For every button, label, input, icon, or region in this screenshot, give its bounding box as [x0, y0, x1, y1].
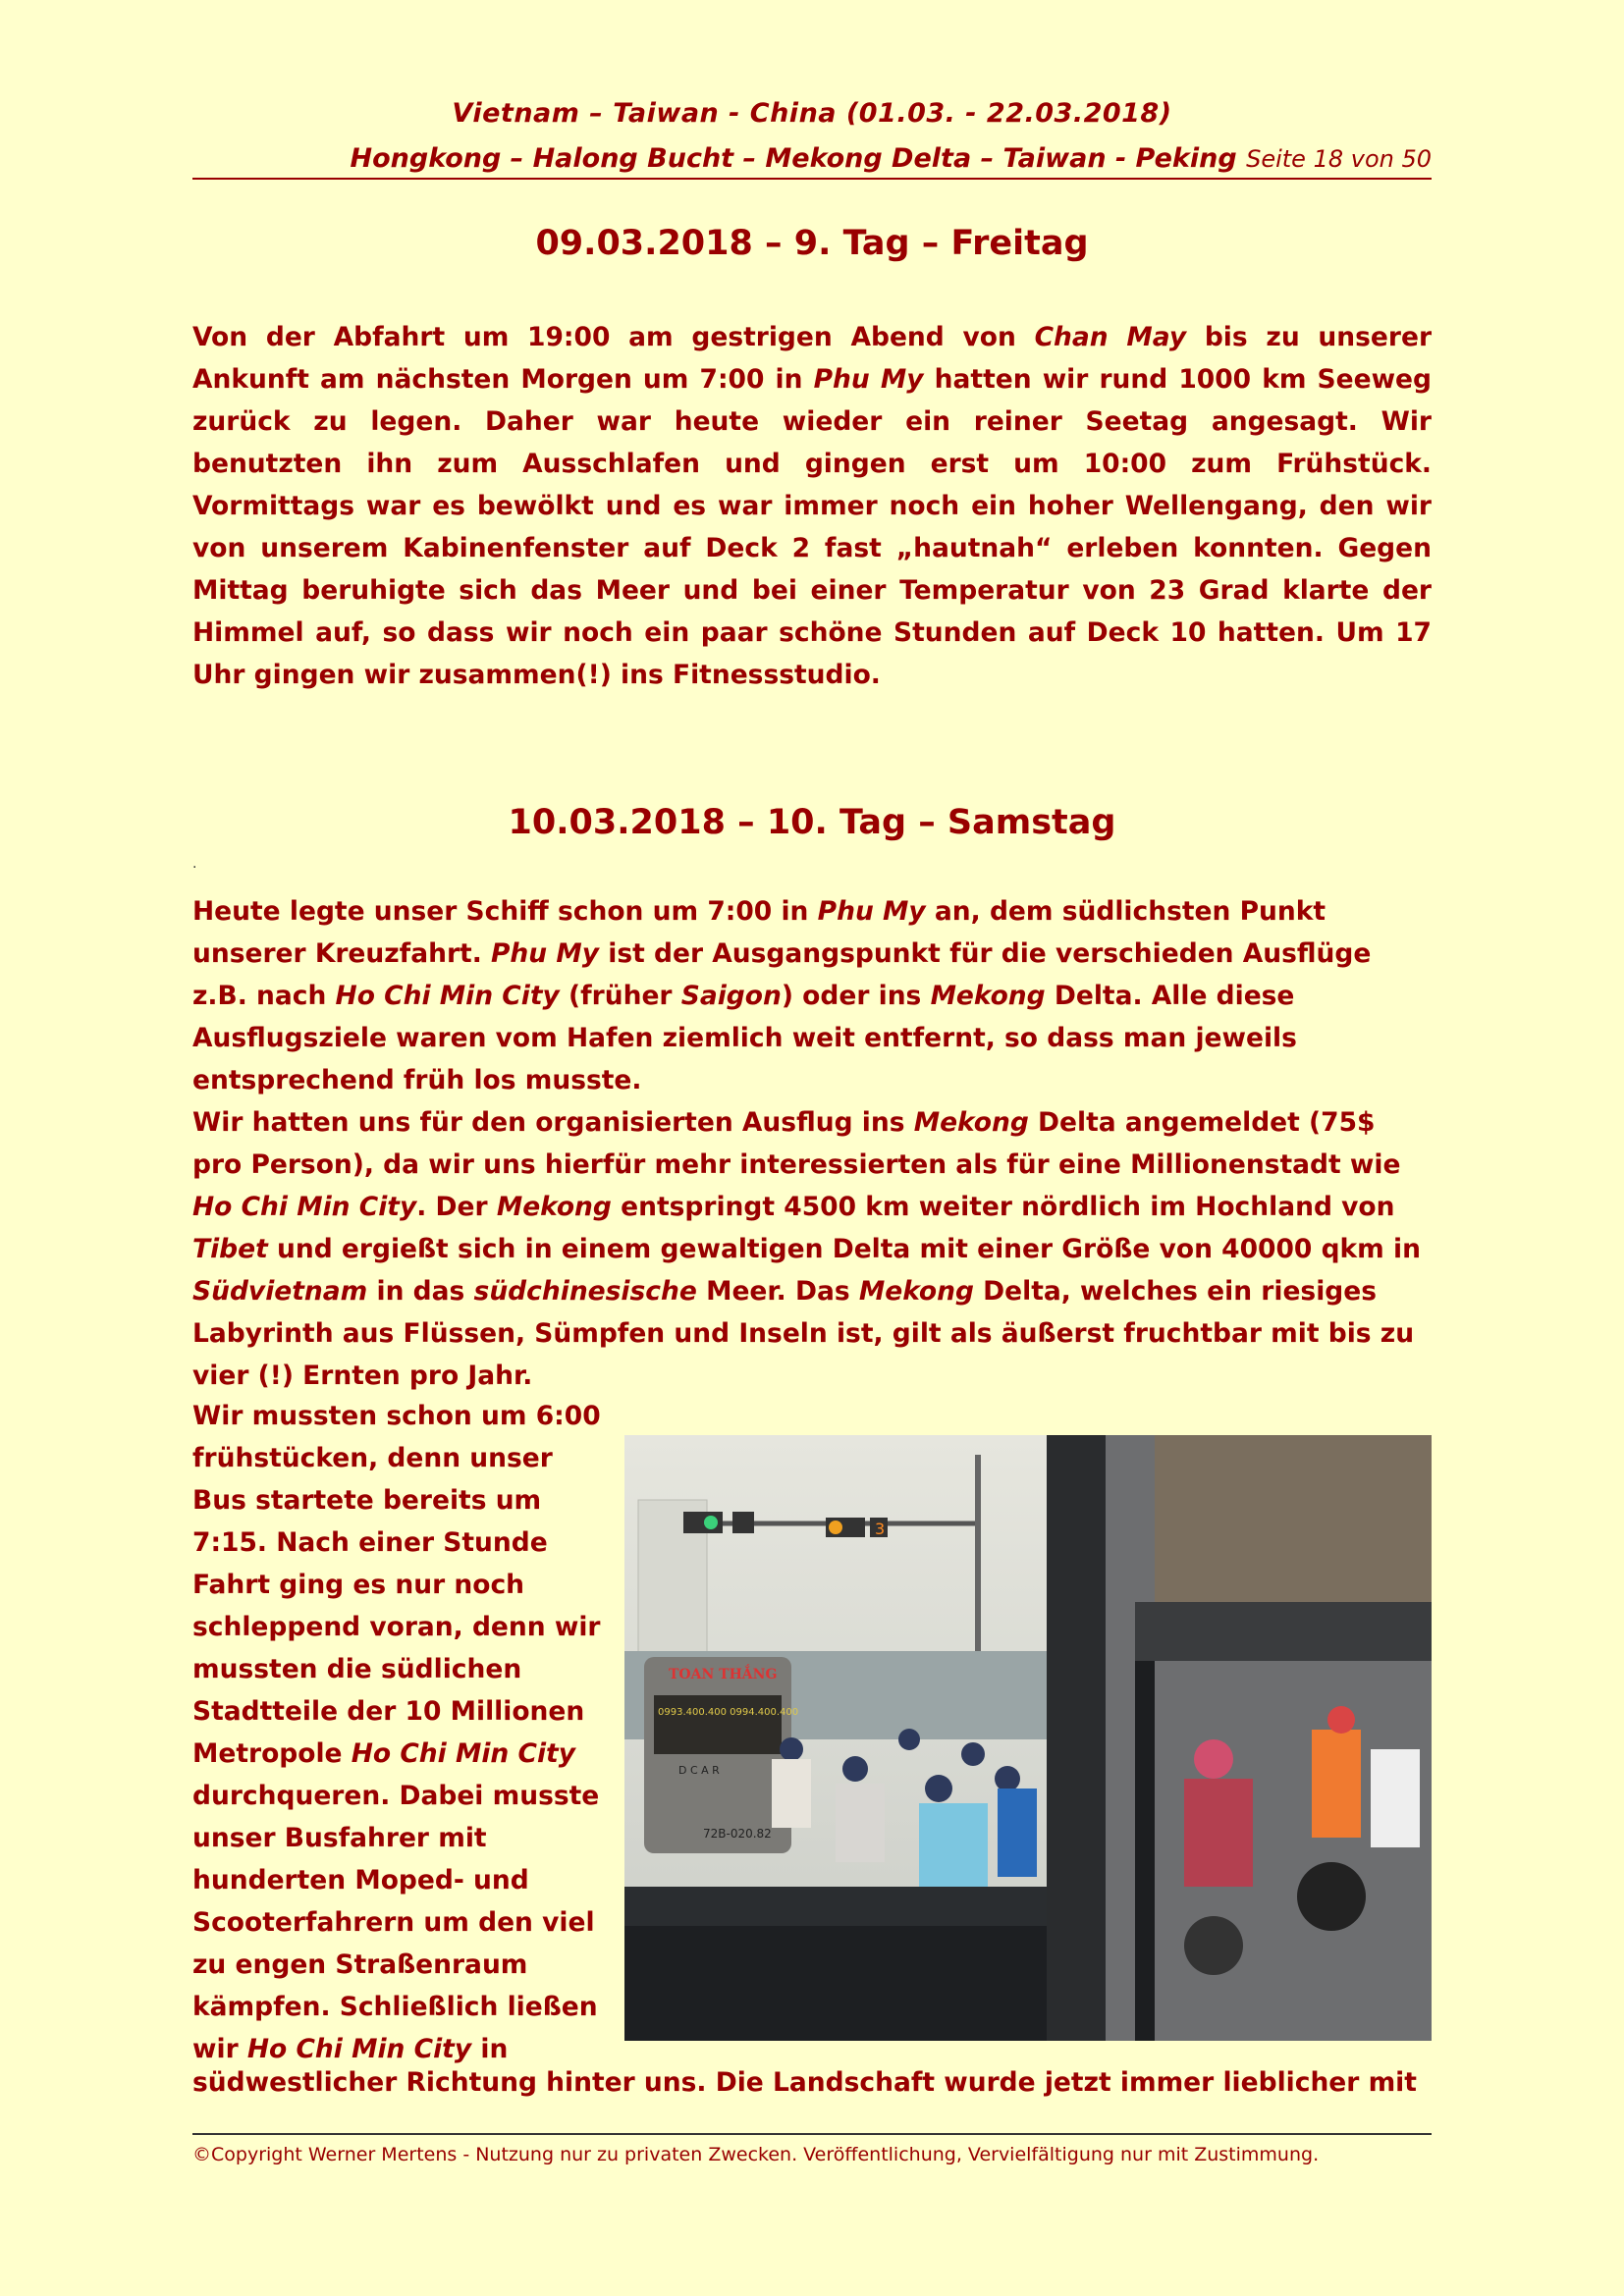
text-run: mussten die südlichen	[192, 1654, 522, 1684]
text-run: unserer Kreuzfahrt.	[192, 938, 491, 969]
text-run: . Der	[416, 1192, 497, 1222]
text-run: und ergießt sich in einem gewaltigen Delta mit einer Größe von 40000 qkm in	[267, 1234, 1421, 1264]
place-name: Mekong	[913, 1107, 1029, 1138]
traffic-photo	[624, 1435, 1432, 2041]
text-run: schleppend voran, denn wir	[192, 1612, 601, 1642]
text-run: ist der Ausgangspunkt für die verschieden Ausflüge	[599, 938, 1372, 969]
header-title: Vietnam – Taiwan - China (01.03. - 22.03.2018)	[452, 98, 1172, 129]
day10-heading: 10.03.2018 – 10. Tag – Samstag	[508, 803, 1116, 842]
text-run: zu engen Straßenraum	[192, 1949, 528, 1980]
svg-text:TOAN THẮNG: TOAN THẮNG	[669, 1667, 778, 1682]
text-run: hunderten Moped- und	[192, 1865, 529, 1896]
text-run: in das	[367, 1276, 474, 1307]
text-run: Meer. Das	[696, 1276, 859, 1307]
place-name: Südvietnam	[192, 1276, 368, 1307]
place-name: Ho Chi Min City	[351, 1738, 576, 1769]
text-run: Bus startete bereits um	[192, 1485, 542, 1516]
place-name: Phu My	[491, 938, 600, 969]
header-route-line	[192, 143, 1432, 174]
text-run: kämpfen. Schließlich ließen	[192, 1992, 598, 2022]
traffic-photo-illustration	[624, 1435, 1432, 2041]
day10-continuation-line: südwestlicher Richtung hinter uns. Die Landschaft wurde jetzt immer lieblicher mit	[192, 2067, 1417, 2098]
text-run: entsprechend früh los musste.	[192, 1065, 642, 1095]
place-name: Ho Chi Min City	[192, 1192, 417, 1222]
text-run: Scooterfahrern um den viel	[192, 1907, 595, 1938]
place-phu-my: Phu My	[813, 364, 924, 395]
text-run: Fahrt ging es nur noch	[192, 1570, 525, 1600]
svg-text:D C A R: D C A R	[678, 1764, 720, 1777]
place-name: Ho Chi Min City	[246, 2034, 472, 2064]
text-run: 7:15. Nach einer Stunde	[192, 1527, 548, 1558]
place-name: Mekong	[930, 981, 1046, 1011]
text-run: in	[471, 2034, 509, 2064]
text-run: Stadtteile der 10 Millionen	[192, 1696, 585, 1727]
place-name: Mekong	[858, 1276, 974, 1307]
place-name: Phu My	[817, 896, 926, 927]
stray-dot: .	[192, 856, 197, 872]
text-run: Heute legte unser Schiff schon um 7:00 in	[192, 896, 818, 927]
text-run: Von der Abfahrt um 19:00 am gestrigen Abend von	[192, 322, 1035, 352]
day9-paragraph	[192, 316, 1432, 696]
text-run: Wir mussten schon um 6:00	[192, 1401, 601, 1431]
text-run: hatten wir rund 1000 km Seeweg zurück zu legen. Daher war heute wieder ein reiner Seetag angesagt. Wir benutzten ihn zum Ausschlafen und gingen erst um 10:00 zum Frühstück. Vormittags war es bewölkt und es war immer noch ein hoher Wellengang, den wir von unserem Kabinenfenster auf Deck 2 fast „hautnah“ erleben konnten. Gegen Mittag beruhigte sich das Meer und bei einer Temperatur von 23 Grad klarte der Himmel auf, so dass wir noch ein paar schöne Stunden auf Deck 10 hatten. Um 17 Uhr gingen wir zusammen(!) ins Fitnessstudio.	[192, 364, 1432, 690]
place-name: südchinesische	[473, 1276, 697, 1307]
text-run: an, dem südlichsten Punkt	[925, 896, 1326, 927]
text-run: Ausflugsziele waren vom Hafen ziemlich weit entfernt, so dass man jeweils	[192, 1023, 1297, 1053]
place-name: Saigon	[680, 981, 782, 1011]
text-run: Delta. Alle diese	[1045, 981, 1295, 1011]
text-run: Metropole	[192, 1738, 352, 1769]
copyright-footer: ©Copyright Werner Mertens - Nutzung nur zu privaten Zwecken. Veröffentlichung, Vervielfältigung nur mit Zustimmung.	[192, 2144, 1320, 2165]
day10-text-beside-photo	[192, 1395, 624, 2070]
text-run: ) oder ins	[781, 981, 931, 1011]
text-run: Labyrinth aus Flüssen, Sümpfen und Inseln ist, gilt als äußerst fruchtbar mit bis zu	[192, 1318, 1415, 1349]
text-run: z.B. nach	[192, 981, 336, 1011]
text-run: bis zu unserer Ankunft am nächsten Morgen um 7:00 in	[192, 322, 1433, 395]
place-name: Mekong	[496, 1192, 612, 1222]
page-number: Seite 18 von 50	[1246, 145, 1432, 173]
text-run: (früher	[559, 981, 681, 1011]
text-run: vier (!) Ernten pro Jahr.	[192, 1361, 533, 1391]
text-run: frühstücken, denn unser	[192, 1443, 553, 1473]
place-name: Ho Chi Min City	[335, 981, 560, 1011]
text-run: Delta angemeldet (75$	[1028, 1107, 1376, 1138]
text-run: unser Busfahrer mit	[192, 1823, 487, 1853]
day10-paragraph	[192, 890, 1432, 1397]
text-run: Delta, welches ein riesiges	[973, 1276, 1377, 1307]
text-run: Wir hatten uns für den organisierten Ausflug ins	[192, 1107, 914, 1138]
text-run: pro Person), da wir uns hierfür mehr interessierten als für eine Millionenstadt wie	[192, 1149, 1401, 1180]
day9-heading: 09.03.2018 – 9. Tag – Freitag	[535, 224, 1089, 263]
text-run: durchqueren. Dabei musste	[192, 1781, 600, 1811]
text-run: wir	[192, 2034, 247, 2064]
footer-divider	[192, 2133, 1432, 2135]
place-name: Tibet	[192, 1234, 268, 1264]
svg-text:3: 3	[875, 1520, 886, 1538]
text-run: entspringt 4500 km weiter nördlich im Hochland von	[611, 1192, 1395, 1222]
header-divider	[192, 178, 1432, 180]
svg-text:72B-020.82: 72B-020.82	[703, 1827, 772, 1841]
header-route: Hongkong – Halong Bucht – Mekong Delta – Taiwan - Peking	[350, 143, 1237, 174]
place-chan-may: Chan May	[1034, 322, 1187, 352]
svg-text:0993.400.400 0994.400.400: 0993.400.400 0994.400.400	[658, 1707, 799, 1718]
